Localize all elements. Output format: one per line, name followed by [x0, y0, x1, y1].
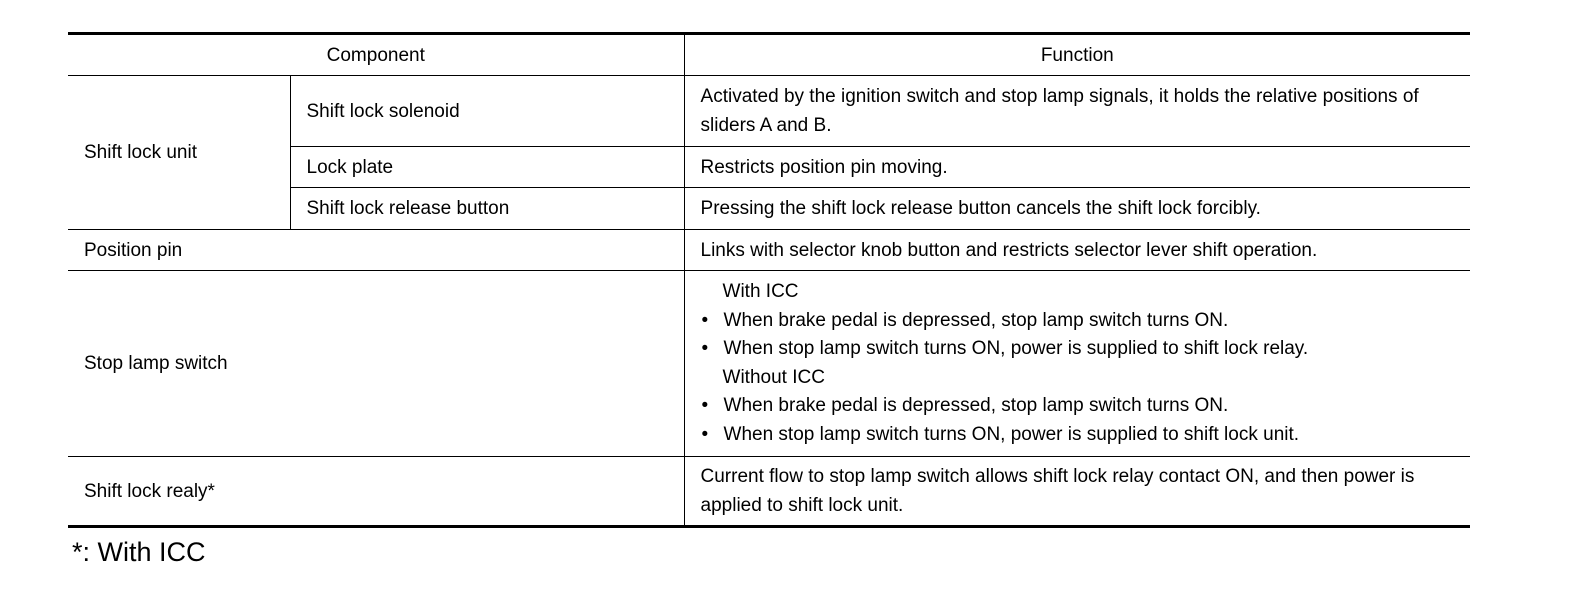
- release-button-function: Pressing the shift lock release button cancels the shift lock forcibly.: [684, 188, 1470, 230]
- list-item: [701, 335, 1457, 364]
- position-pin-function: Links with selector knob button and restricts selector lever shift operation.: [684, 230, 1470, 271]
- bullet-icon: •: [701, 395, 709, 416]
- without-icc-bullet-1: When brake pedal is depressed, stop lamp switch turns ON.: [723, 395, 1229, 416]
- table-header-row: [68, 34, 1470, 76]
- list-item: [701, 392, 1457, 421]
- position-pin-name: Position pin: [68, 230, 684, 271]
- table-row: [68, 457, 1470, 527]
- without-icc-heading: Without ICC: [722, 366, 825, 388]
- lock-plate-name: Lock plate: [290, 147, 684, 188]
- bullet-icon: •: [701, 309, 709, 331]
- footnote: *: With ICC: [72, 537, 206, 567]
- stop-lamp-switch-name: Stop lamp switch: [68, 271, 684, 457]
- without-icc-bullet-2: When stop lamp switch turns ON, power is supplied to shift lock unit.: [723, 423, 1300, 445]
- list-item: [701, 421, 1457, 450]
- shift-lock-solenoid-name: Shift lock solenoid: [290, 76, 684, 147]
- shift-lock-solenoid-function: Activated by the ignition switch and stop lamp signals, it holds the relative positions of sliders A and B.: [684, 76, 1470, 147]
- bullet-icon: •: [701, 338, 709, 359]
- with-icc-heading: With ICC: [722, 281, 799, 302]
- shift-lock-relay-name: Shift lock realy*: [68, 457, 684, 527]
- lock-plate-function: Restricts position pin moving.: [684, 147, 1470, 188]
- function-header: Function: [684, 34, 1470, 76]
- release-button-name: Shift lock release button: [290, 188, 684, 230]
- table-row: [68, 230, 1470, 271]
- stop-lamp-switch-function: [684, 271, 1470, 457]
- table-row: [68, 76, 1470, 147]
- shift-lock-unit-label: Shift lock unit: [68, 76, 290, 230]
- component-header: Component: [68, 34, 684, 76]
- shift-lock-relay-function: Current flow to stop lamp switch allows shift lock relay contact ON, and then power is applied to shift lock unit.: [684, 457, 1470, 527]
- bullet-icon: •: [701, 423, 709, 445]
- with-icc-bullet-2: When stop lamp switch turns ON, power is supplied to shift lock relay.: [723, 338, 1309, 359]
- table-row: [68, 271, 1470, 457]
- with-icc-bullet-1: When brake pedal is depressed, stop lamp switch turns ON.: [723, 309, 1229, 331]
- component-function-table: [68, 32, 1470, 528]
- list-item: [701, 307, 1457, 336]
